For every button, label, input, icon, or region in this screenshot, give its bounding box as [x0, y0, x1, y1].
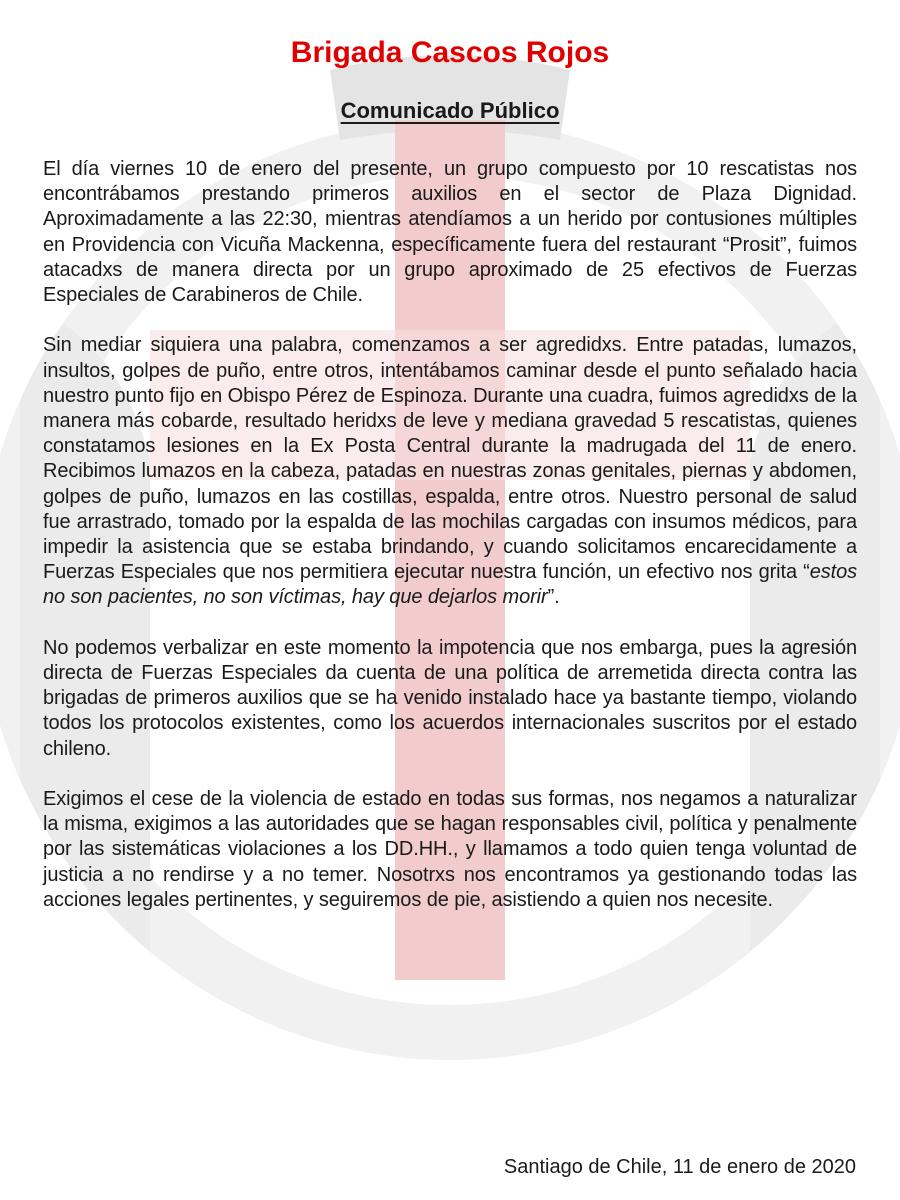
paragraph-1: El día viernes 10 de enero del presente, un grupo compuesto por 10 rescatistas nos encontrábamos prestando primeros auxilios en el sector de Plaza Dignidad. Aproximadamente a las 22:30, mientras atendíamos a un herido por contusiones múltiples en Providencia con Vicuña Mackenna, específicamente fuera del restaurant “Prosit”, fuimos atacadxs de manera directa por un grupo aproximado de 25 efectivos de Fuerzas Especiales de Carabineros de Chile.	[43, 158, 857, 307]
signature-date: Santiago de Chile, 11 de enero de 2020	[503, 1156, 856, 1178]
paragraph-3: No podemos verbalizar en este momento la impotencia que nos embarga, pues la agresión directa de Fuerzas Especiales da cuenta de una política de arremetida directa contra las brigadas de primeros auxilios que se ha venido instalado hace ya bastante tiempo, violando todos los protocolos existentes, como los acuerdos internacionales suscritos por el estado chileno.	[43, 636, 857, 760]
document-subtitle	[0, 96, 900, 126]
paragraph-2	[43, 333, 857, 610]
paragraph-4: Exigimos el cese de la violencia de estado en todas sus formas, nos negamos a naturalizar la misma, exigimos a las autoridades que se hagan responsables civil, política y penalmente por las sistemáticas violaciones a los DD.HH., y llamamos a todo quien tenga voluntad de justicia a no rendirse y a no temer. Nosotrxs nos encontramos ya gestionando todas las acciones legales pertinentes, y seguiremos de pie, asistiendo a quien nos necesite.	[43, 788, 857, 911]
document-title: Brigada Cascos Rojos	[290, 36, 610, 69]
paragraph-2-end: ”.	[547, 586, 560, 609]
document-body	[43, 157, 857, 938]
paragraph-2-quote: estos no son pacientes, no son víctimas, hay que dejarlos morir	[43, 561, 857, 609]
paragraph-2-text: Sin mediar siquiera una palabra, comenzamos a ser agredidxs. Entre patadas, lumazos, insultos, golpes de puño, entre otros, intentábamos caminar desde el punto señalado hacia nuestro punto fijo en Obispo Pérez de Espinoza. Durante una cuadra, fuimos agredidxs de la manera más cobarde, resultado heridxs de leve y mediana gravedad 5 rescatistas, quienes constatamos lesiones en la Ex Posta Central durante la madrugada del 11 de enero. Recibimos lumazos en la cabeza, patadas en nuestras zonas genitales, piernas y abdomen, golpes de puño, lumazos en las costillas, espalda, entre otros. Nuestro personal de salud fue arrastrado, tomado por la espalda de las mochilas cargadas con insumos médicos, para impedir la asistencia que se estaba brindando, y cuando solicitamos encarecidamente a Fuerzas Especiales que nos permitiera ejecutar nuestra función, un efectivo nos grita “	[43, 334, 857, 584]
subtitle-text: Comunicado Público	[340, 98, 560, 123]
